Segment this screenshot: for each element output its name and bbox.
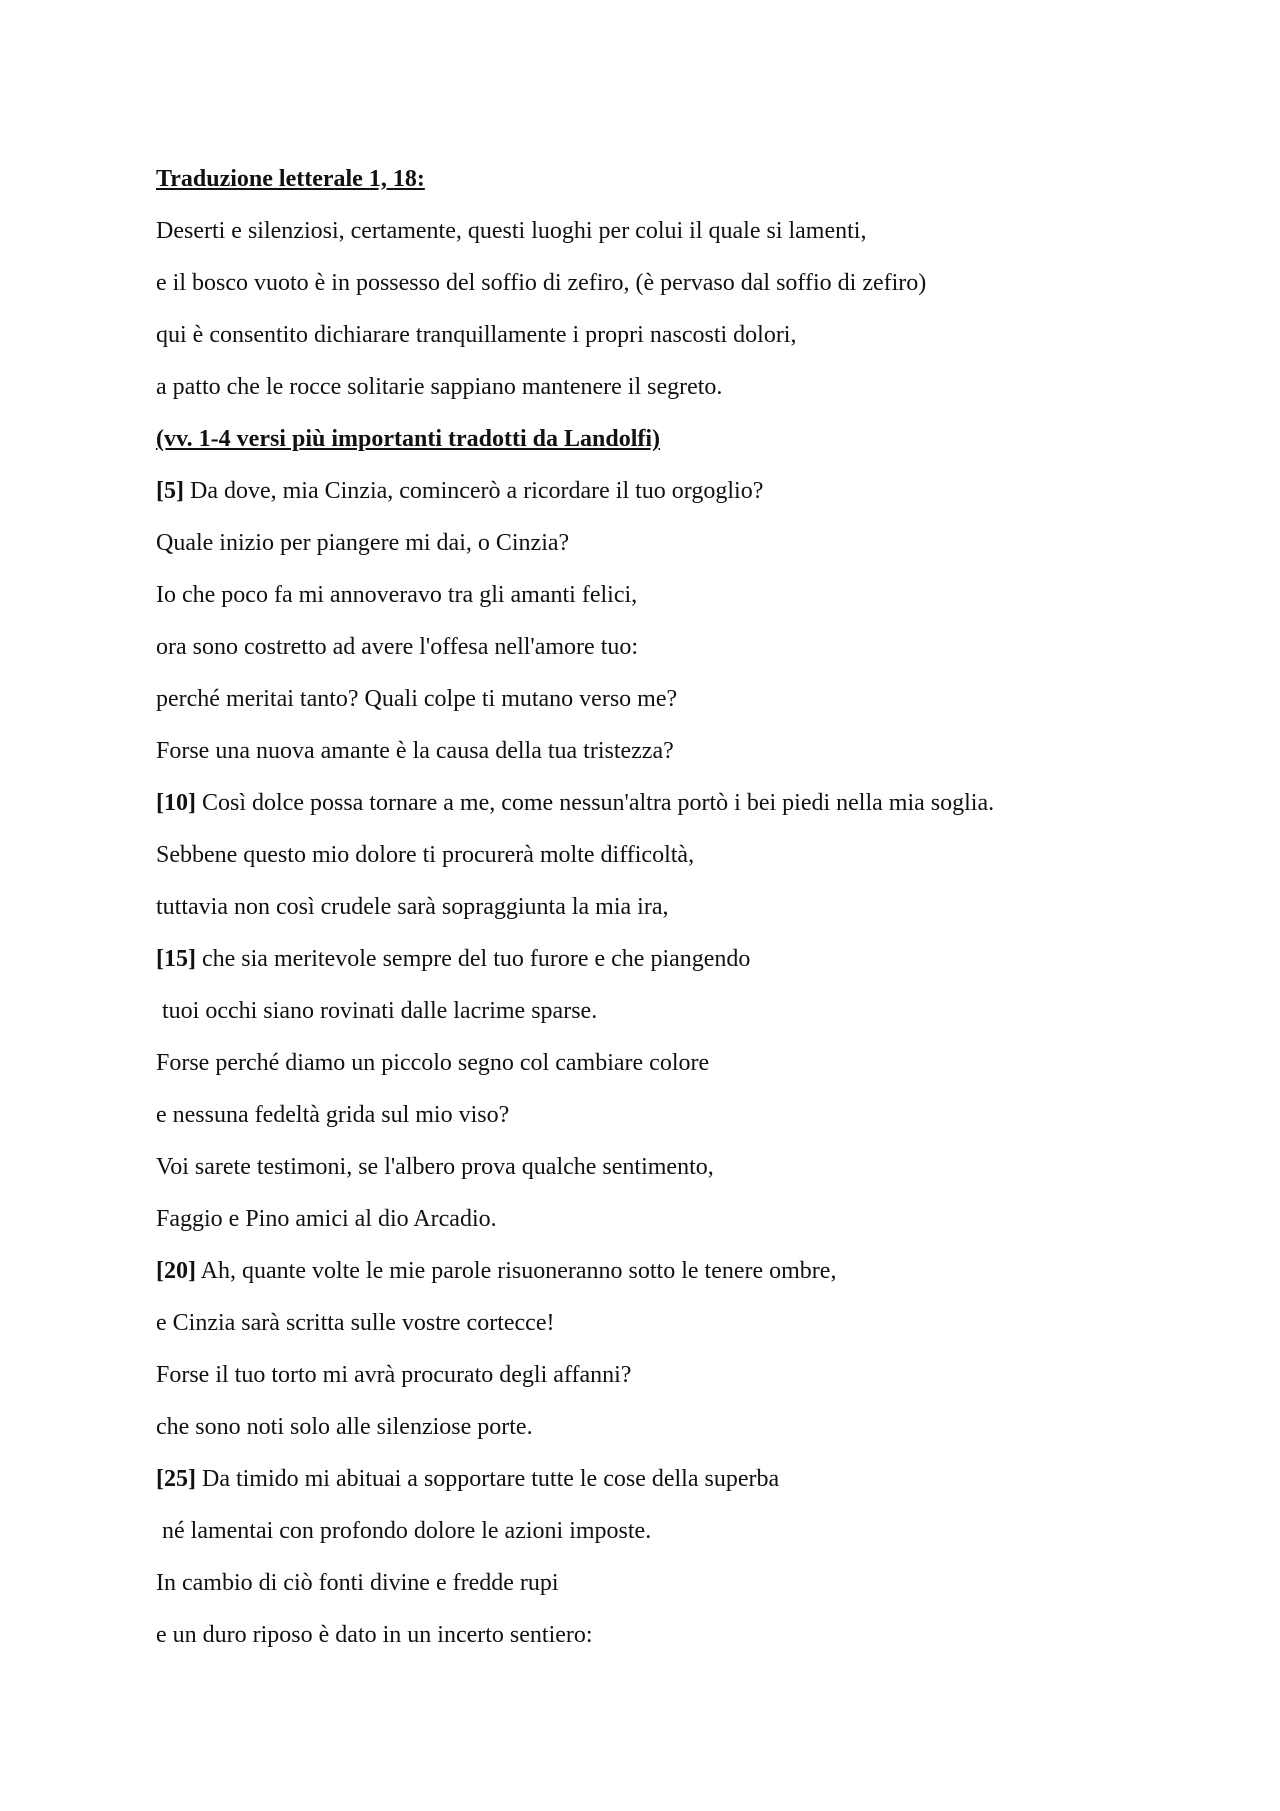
line-text: a patto che le rocce solitarie sappiano mantenere il segreto. (156, 374, 723, 400)
text-line (156, 257, 1196, 309)
verse-text: Da dove, mia Cinzia, comincerò a ricordare il tuo orgoglio? (183, 478, 764, 504)
verse-text: Io che poco fa mi annoveravo tra gli amanti felici, (156, 582, 638, 608)
verse-text: Quale inizio per piangere mi dai, o Cinzia? (156, 530, 570, 556)
verse-line (156, 465, 1196, 517)
verse-line (156, 1297, 1196, 1349)
verse-line (156, 621, 1196, 673)
verse-line (156, 1609, 1196, 1661)
intro-lines (156, 205, 1196, 413)
verse-line (156, 1349, 1196, 1401)
verse-text: In cambio di ciò fonti divine e fredde rupi (156, 1570, 559, 1596)
verse-text: Ah, quante volte le mie parole risuoneranno sotto le tenere ombre, (195, 1258, 837, 1284)
verse-line (156, 1401, 1196, 1453)
verse-number: [10] (156, 790, 196, 816)
text-line (156, 205, 1196, 257)
verse-line (156, 1453, 1196, 1505)
verse-text: che sono noti solo alle silenziose porte. (156, 1414, 533, 1440)
verse-text: Sebbene questo mio dolore ti procurerà molte difficoltà, (156, 842, 695, 868)
verse-line (156, 1505, 1196, 1557)
document-title: Traduzione letterale 1, 18: (156, 166, 425, 192)
verse-line (156, 1193, 1196, 1245)
text-line (156, 361, 1196, 413)
verse-line (156, 1245, 1196, 1297)
verse-line (156, 933, 1196, 985)
verse-line (156, 1037, 1196, 1089)
verse-text: e nessuna fedeltà grida sul mio viso? (156, 1102, 510, 1128)
verse-text: Forse il tuo torto mi avrà procurato degli affanni? (156, 1362, 632, 1388)
section-note: (vv. 1-4 versi più importanti tradotti da Landolfi) (156, 426, 661, 452)
verse-line (156, 517, 1196, 569)
verse-text: Forse perché diamo un piccolo segno col cambiare colore (156, 1050, 710, 1076)
verse-number: [20] (156, 1258, 196, 1284)
verse-text: che sia meritevole sempre del tuo furore e che piangendo (195, 946, 751, 972)
verse-text: e Cinzia sarà scritta sulle vostre cortecce! (156, 1310, 555, 1336)
line-text: Deserti e silenziosi, certamente, questi luoghi per colui il quale si lamenti, (156, 218, 867, 244)
verse-text: tuttavia non così crudele sarà sopraggiunta la mia ira, (156, 894, 669, 920)
verse-text: Da timido mi abituai a sopportare tutte le cose della superba (195, 1466, 780, 1492)
verse-line (156, 985, 1196, 1037)
verse-text: né lamentai con profondo dolore le azioni imposte. (156, 1518, 652, 1544)
verse-text: Voi sarete testimoni, se l'albero prova qualche sentimento, (156, 1154, 714, 1180)
verse-text: perché meritai tanto? Quali colpe ti mutano verso me? (156, 686, 678, 712)
verse-line (156, 1141, 1196, 1193)
verse-text: tuoi occhi siano rovinati dalle lacrime sparse. (156, 998, 598, 1024)
verse-text: Faggio e Pino amici al dio Arcadio. (156, 1206, 497, 1232)
verse-number: [5] (156, 478, 184, 504)
verse-text: Così dolce possa tornare a me, come nessun'altra portò i bei piedi nella mia soglia. (195, 790, 995, 816)
verse-line (156, 569, 1196, 621)
verse-text: e un duro riposo è dato in un incerto sentiero: (156, 1622, 593, 1648)
verse-number: [25] (156, 1466, 196, 1492)
verse-lines (156, 465, 1196, 1661)
line-text: e il bosco vuoto è in possesso del soffio di zefiro, (è pervaso dal soffio di zefiro) (156, 270, 927, 296)
verse-line (156, 725, 1196, 777)
line-text: qui è consentito dichiarare tranquillamente i propri nascosti dolori, (156, 322, 797, 348)
verse-line (156, 1557, 1196, 1609)
verse-line (156, 777, 1196, 829)
verse-number: [15] (156, 946, 196, 972)
verse-line (156, 1089, 1196, 1141)
verse-line (156, 829, 1196, 881)
verse-line (156, 881, 1196, 933)
document-page (156, 153, 1196, 1661)
verse-text: ora sono costretto ad avere l'offesa nell'amore tuo: (156, 634, 639, 660)
verse-line (156, 673, 1196, 725)
text-line (156, 309, 1196, 361)
verse-text: Forse una nuova amante è la causa della tua tristezza? (156, 738, 674, 764)
